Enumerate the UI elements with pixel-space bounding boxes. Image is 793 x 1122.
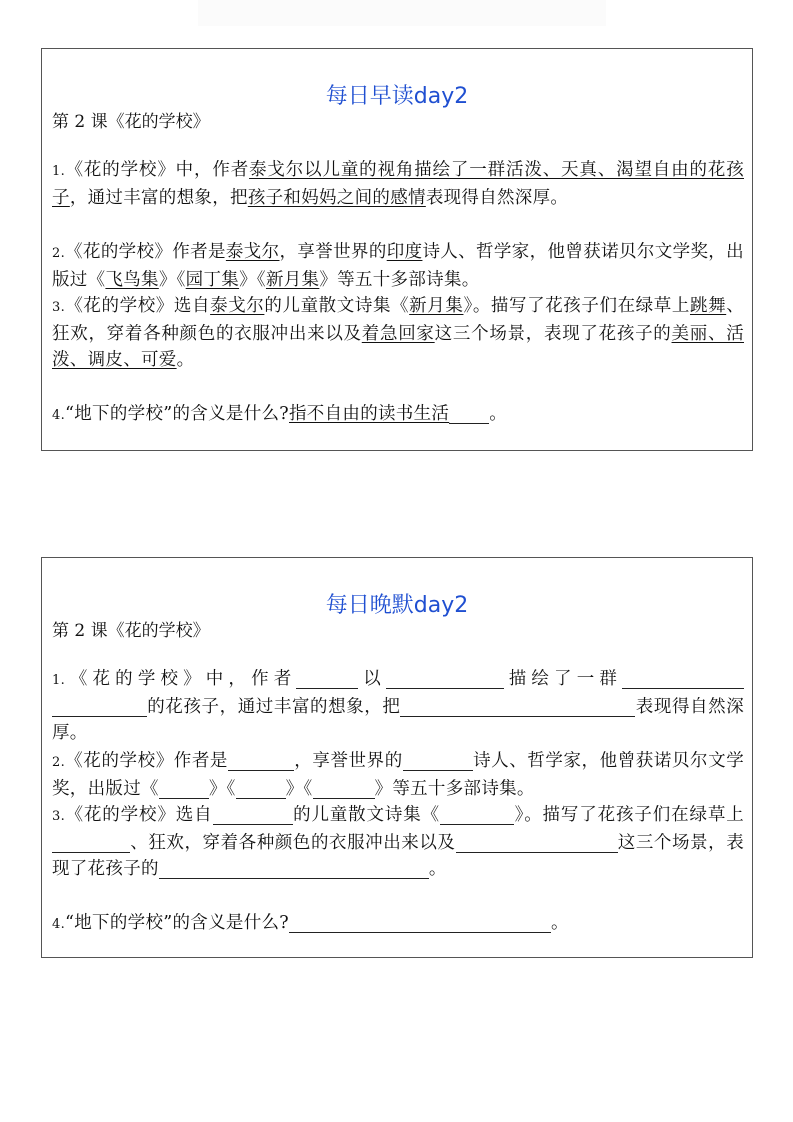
- answer: 泰戈尔以儿童的视角描绘了一群活泼、天真、渴望自由的花孩子: [52, 160, 744, 208]
- blank-line[interactable]: [52, 696, 147, 717]
- blank-line[interactable]: [403, 750, 473, 771]
- blank-line[interactable]: [440, 804, 514, 825]
- question-2: 2.《花的学校》作者是 ，享誉世界的 诗人、哲学家，他曾获诺贝尔文学奖，出版过《 》《 》《 》等五十多部诗集。: [52, 751, 744, 799]
- blank-line[interactable]: [400, 696, 635, 717]
- blank-line[interactable]: [52, 832, 130, 853]
- answer: 着急回家: [361, 324, 435, 344]
- answer: 新月集: [265, 270, 320, 290]
- blank-line[interactable]: [456, 832, 518, 853]
- answer: 指不自由的读书生活: [289, 404, 450, 424]
- blank-line[interactable]: [236, 778, 286, 799]
- question-1: 1.《花的学校》中，作者泰戈尔以儿童的视角描绘了一群活泼、天真、渴望自由的花孩子，通过丰富的想象，把孩子和妈妈之间的感情表现得自然深厚。: [52, 160, 744, 208]
- answer: 孩子和妈妈之间的感情: [247, 188, 426, 208]
- blank-line[interactable]: [213, 804, 293, 825]
- question-3: 3.《花的学校》选自泰戈尔的儿童散文诗集《新月集》。描写了花孩子们在绿草上跳舞、狂欢，穿着各种颜色的衣服冲出来以及着急回家这三个场景，表现了花孩子的美丽、活泼、调皮、可爱。: [52, 296, 744, 370]
- evening-dictation-card: [41, 557, 753, 958]
- question-1: 1.《花的学校》中，作者 以 描绘了一群的花孩子，通过丰富的想象，把 表现得自然深厚。: [52, 669, 744, 743]
- blank-line[interactable]: [313, 778, 375, 799]
- top-header-strip: [198, 0, 606, 26]
- answer: 跳舞: [689, 296, 727, 316]
- lesson-subtitle: 第 2 课《花的学校》: [52, 112, 210, 132]
- card-title: 每日早读day2: [325, 84, 469, 109]
- answer: 新月集: [409, 296, 464, 316]
- answer: 飞鸟集: [105, 270, 159, 290]
- blank-line[interactable]: [622, 668, 744, 689]
- blank-line[interactable]: [159, 778, 209, 799]
- blank-line[interactable]: [296, 668, 358, 689]
- question-3: 3.《花的学校》选自 的儿童散文诗集《 》。描写了花孩子们在绿草上、狂欢，穿着各种颜色的衣服冲出来以及 这三个场景，表现了花孩子的 。: [52, 805, 745, 879]
- morning-reading-card: [41, 48, 753, 451]
- card-title: 每日晚默day2: [325, 593, 469, 618]
- answer: 印度: [386, 242, 423, 262]
- blank-line[interactable]: [449, 403, 489, 424]
- lesson-subtitle: 第 2 课《花的学校》: [52, 621, 210, 641]
- answer: 园丁集: [185, 270, 240, 290]
- blank-line[interactable]: [518, 832, 618, 853]
- answer: 泰戈尔: [225, 242, 280, 262]
- question-2: 2.《花的学校》作者是泰戈尔，享誉世界的印度诗人、哲学家，他曾获诺贝尔文学奖，出版过《飞鸟集》《园丁集》《新月集》等五十多部诗集。: [52, 242, 744, 290]
- blank-line[interactable]: [386, 668, 504, 689]
- question-4: 4.“地下的学校”的含义是什么?指不自由的读书生活 。: [52, 404, 508, 424]
- question-4: 4.“地下的学校”的含义是什么? 。: [52, 913, 569, 933]
- blank-line[interactable]: [289, 912, 551, 933]
- answer: 美丽、活泼、调皮、可爱: [52, 324, 744, 370]
- blank-line[interactable]: [228, 750, 294, 771]
- answer: 泰戈尔: [210, 296, 265, 316]
- blank-line[interactable]: [159, 858, 429, 879]
